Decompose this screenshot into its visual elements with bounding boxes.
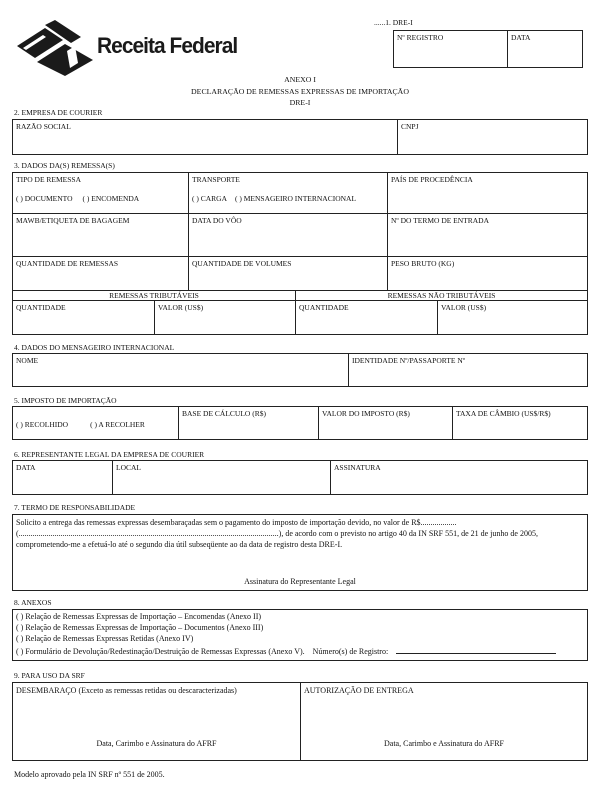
termo-line-1: Solicito a entrega das remessas expressas desembaraçadas sem o pagamento do imposto de importação devido, no valor de R$.................. <box>16 518 457 527</box>
termo-responsabilidade-box[interactable] <box>12 514 588 591</box>
registro-date-label: DATA <box>511 33 531 42</box>
tributaveis-quantidade-field[interactable] <box>12 300 155 335</box>
section-7-heading: 7. TERMO DE RESPONSABILIDADE <box>14 503 136 512</box>
option-documento[interactable]: ( ) DOCUMENTO <box>16 194 73 203</box>
declaration-title: DECLARAÇÃO DE REMESSAS EXPRESSAS DE IMPORTAÇÃO <box>191 87 409 96</box>
qtd-volumes-label: QUANTIDADE DE VOLUMES <box>192 259 292 268</box>
nome-field[interactable] <box>12 353 349 387</box>
anexo-item-retidas[interactable]: ( ) Relação de Remessas Expressas Retidas (Anexo IV) <box>16 634 194 643</box>
identidade-label: IDENTIDADE Nº/PASSAPORTE Nº <box>352 356 466 365</box>
data-voo-field[interactable] <box>188 213 388 257</box>
section-2-heading: 2. EMPRESA DE COURIER <box>14 108 103 117</box>
peso-bruto-field[interactable] <box>387 256 588 291</box>
valor-imposto-label: VALOR DO IMPOSTO (R$) <box>322 409 410 418</box>
base-calculo-label: BASE DE CÁLCULO (R$) <box>182 409 266 418</box>
autorizacao-entrega-field[interactable] <box>300 682 588 761</box>
numero-registro-input[interactable] <box>396 646 556 654</box>
representante-data-field[interactable] <box>12 460 113 495</box>
receita-federal-logo <box>15 20 95 78</box>
qtd-volumes-field[interactable] <box>188 256 388 291</box>
cnpj-label: CNPJ <box>401 122 419 131</box>
recolhimento-options <box>16 421 145 429</box>
anexo-item-formulario <box>16 646 556 656</box>
termo-line-2: (..................................................................................................................................), de acordo com o previsto no artigo 40 da IN SRF 551, de 21 de junho de 2005, <box>16 529 538 538</box>
desembaraco-field[interactable] <box>12 682 301 761</box>
cnpj-field[interactable] <box>397 119 588 155</box>
peso-bruto-label: PESO BRUTO (KG) <box>391 259 455 268</box>
section-8-heading: 8. ANEXOS <box>14 598 52 607</box>
nao-tributaveis-title: REMESSAS NÃO TRIBUTÁVEIS <box>387 291 496 300</box>
representante-assinatura-field[interactable] <box>330 460 588 495</box>
nao-tributaveis-quantidade-field[interactable] <box>295 300 438 335</box>
termo-entrada-field[interactable] <box>387 213 588 257</box>
termo-line-3: comprometendo-me a efetuá-lo até o segundo dia útil subseqüente ao da data de registro desta DRE-I. <box>16 540 343 549</box>
section-3-heading: 3. DADOS DA(S) REMESSA(S) <box>14 161 115 170</box>
transporte-options <box>192 195 356 203</box>
razao-social-field[interactable] <box>12 119 398 155</box>
registro-label: Nº REGISTRO <box>397 33 444 42</box>
option-mensageiro-internacional[interactable]: ( ) MENSAGEIRO INTERNACIONAL <box>235 194 357 203</box>
anexo-item-formulario-label[interactable]: ( ) Formulário de Devolução/Redestinação/Destruição de Remessas Expressas (Anexo V). <box>16 647 305 656</box>
base-calculo-field[interactable] <box>178 406 319 440</box>
registro-field[interactable] <box>393 30 508 68</box>
mawb-field[interactable] <box>12 213 189 257</box>
representante-data-label: DATA <box>16 463 36 472</box>
tipo-remessa-label: TIPO DE REMESSA <box>16 175 82 184</box>
desembaraco-signature-caption: Data, Carimbo e Assinatura do AFRF <box>96 739 217 748</box>
representante-signature-caption: Assinatura do Representante Legal <box>244 577 356 586</box>
section-9-heading: 9. PARA USO DA SRF <box>14 671 85 680</box>
registro-date-field[interactable] <box>507 30 583 68</box>
logo-text: Receita Federal <box>97 33 238 58</box>
identidade-field[interactable] <box>348 353 588 387</box>
section-4-heading: 4. DADOS DO MENSAGEIRO INTERNACIONAL <box>14 343 175 352</box>
numero-registro-label: Número(s) de Registro: <box>312 647 389 656</box>
option-a-recolher[interactable]: ( ) A RECOLHER <box>90 420 145 429</box>
data-voo-label: DATA DO VÔO <box>192 216 242 225</box>
receita-federal-logo-icon <box>15 20 95 76</box>
termo-entrada-label: Nº DO TERMO DE ENTRADA <box>391 216 490 225</box>
representante-assinatura-label: ASSINATURA <box>334 463 381 472</box>
nome-label: NOME <box>16 356 39 365</box>
transporte-field[interactable] <box>188 172 388 214</box>
section-5-heading: 5. IMPOSTO DE IMPORTAÇÃO <box>14 396 117 405</box>
mawb-label: MAWB/ETIQUETA DE BAGAGEM <box>16 216 130 225</box>
qtd-remessas-field[interactable] <box>12 256 189 291</box>
nao-tributaveis-valor-label: VALOR (US$) <box>441 303 487 312</box>
annex-title: ANEXO I <box>284 75 316 84</box>
pais-procedencia-label: PAÍS DE PROCEDÊNCIA <box>391 175 473 184</box>
tributaveis-valor-label: VALOR (US$) <box>158 303 204 312</box>
option-recolhido[interactable]: ( ) RECOLHIDO <box>16 420 69 429</box>
option-carga[interactable]: ( ) CARGA <box>192 194 227 203</box>
razao-social-label: RAZÃO SOCIAL <box>16 122 71 131</box>
tipo-remessa-options <box>16 195 139 203</box>
tipo-remessa-field[interactable] <box>12 172 189 214</box>
recolhimento-field[interactable] <box>12 406 179 440</box>
tributaveis-quantidade-label: QUANTIDADE <box>16 303 66 312</box>
tributaveis-title: REMESSAS TRIBUTÁVEIS <box>109 291 199 300</box>
footer-note: Modelo aprovado pela IN SRF nº 551 de 2005. <box>14 770 165 779</box>
desembaraco-label: DESEMBARAÇO (Exceto as remessas retidas ou descaracterizadas) <box>16 686 237 695</box>
nao-tributaveis-valor-field[interactable] <box>437 300 588 335</box>
dre-reference: ......1. DRE-I <box>374 18 413 27</box>
anexo-item-documentos[interactable]: ( ) Relação de Remessas Expressas de Importação – Documentos (Anexo III) <box>16 623 264 632</box>
tributaveis-valor-field[interactable] <box>154 300 296 335</box>
pais-procedencia-field[interactable] <box>387 172 588 214</box>
representante-local-label: LOCAL <box>116 463 141 472</box>
transporte-label: TRANSPORTE <box>192 175 240 184</box>
autorizacao-entrega-label: AUTORIZAÇÃO DE ENTREGA <box>304 686 414 695</box>
anexos-box <box>12 609 588 661</box>
section-6-heading: 6. REPRESENTANTE LEGAL DA EMPRESA DE COURIER <box>14 450 205 459</box>
taxa-cambio-field[interactable] <box>452 406 588 440</box>
taxa-cambio-label: TAXA DE CÂMBIO (US$/R$) <box>456 409 551 418</box>
form-code: DRE-I <box>289 98 311 107</box>
representante-local-field[interactable] <box>112 460 331 495</box>
anexo-item-encomendas[interactable]: ( ) Relação de Remessas Expressas de Importação – Encomendas (Anexo II) <box>16 612 262 621</box>
valor-imposto-field[interactable] <box>318 406 453 440</box>
nao-tributaveis-quantidade-label: QUANTIDADE <box>299 303 349 312</box>
option-encomenda[interactable]: ( ) ENCOMENDA <box>82 194 140 203</box>
autorizacao-signature-caption: Data, Carimbo e Assinatura do AFRF <box>384 739 504 748</box>
qtd-remessas-label: QUANTIDADE DE REMESSAS <box>16 259 119 268</box>
